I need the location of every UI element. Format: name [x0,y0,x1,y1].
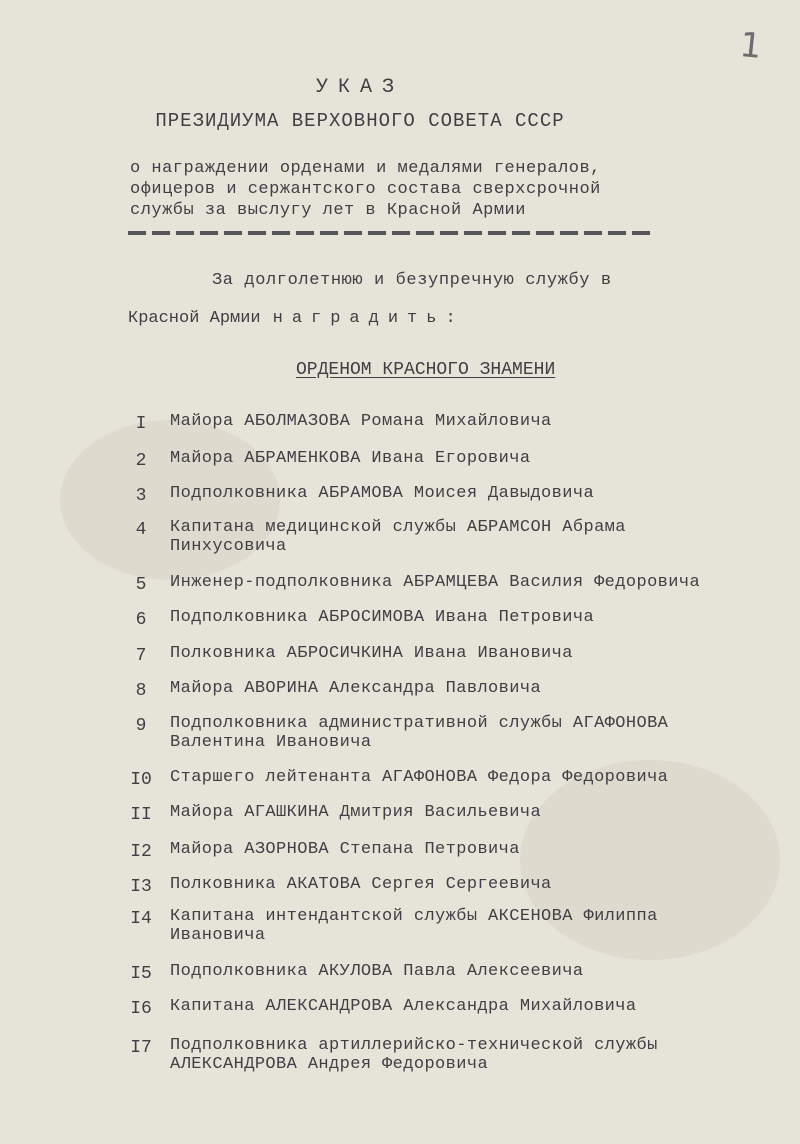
intro-line: За долголетнюю и безупречную службу в [212,271,612,290]
order-heading: ОРДЕНОМ КРАСНОГО ЗНАМЕНИ [296,360,556,380]
awardee-text [170,644,770,663]
subtitle-line: офицеров и сержантского состава сверхсрочной [130,180,601,199]
awardee-line: Ивановича [170,926,266,945]
awardee-number: I4 [130,909,152,929]
awardee-line: Валентина Ивановича [170,733,372,752]
awardee-line: Подполковника АБРОСИМОВА Ивана Петровича [170,608,595,627]
awardee-line: Пинхусовича [170,537,287,556]
awardee-text [170,484,770,503]
awardee-line: Старшего лейтенанта АГАФОНОВА Федора Федоровича [170,768,669,787]
awardee-line: Майора АВОРИНА Александра Павловича [170,679,542,698]
awardee-number: I [135,414,147,434]
awardee-line: Майора АЗОРНОВА Степана Петровича [170,840,520,859]
awardee-number: I7 [130,1038,152,1058]
awardee-number: 4 [135,520,147,540]
awardee-number: I0 [130,770,152,790]
document-title: УКАЗ [315,76,404,99]
awardee-text [170,1036,770,1074]
awardee-number: 8 [135,681,147,701]
document-issuer: ПРЕЗИДИУМА ВЕРХОВНОГО СОВЕТА СССР [155,110,565,132]
awardee-number: I6 [130,999,152,1019]
awardee-line: Капитана интендантской службы АКСЕНОВА Филиппа [170,907,658,926]
subtitle-line: о награждении орденами и медалями генералов, [130,159,601,178]
awardee-text [170,518,770,556]
intro-prefix: Красной Армии [128,309,261,328]
awardee-text [170,997,770,1016]
awardee-line: Майора АБОЛМАЗОВА Романа Михайловича [170,412,552,431]
page-number: 1 [737,24,764,68]
awardee-text [170,768,770,787]
awardee-number: 6 [135,610,147,630]
awardee-text [170,875,770,894]
awardee-text [170,840,770,859]
awardee-number: 9 [135,716,147,736]
awardee-text [170,449,770,468]
awardee-text [170,679,770,698]
awardee-line: Полковника АБРОСИЧКИНА Ивана Ивановича [170,644,573,663]
awardee-line: Полковника АКАТОВА Сергея Сергеевича [170,875,552,894]
awardee-number: I5 [130,964,152,984]
awardee-number: 7 [135,646,147,666]
awardee-text [170,907,770,945]
awardee-number: I2 [130,842,152,862]
awardee-text [170,608,770,627]
awardee-text [170,803,770,822]
awardee-line: Подполковника административной службы АГАФОНОВА [170,714,669,733]
awardee-line: Майора АБРАМЕНКОВА Ивана Егоровича [170,449,531,468]
awardee-number: I3 [130,877,152,897]
awardee-number: II [130,805,152,825]
awardee-line: Капитана медицинской службы АБРАМСОН Абрама [170,518,626,537]
awardee-line: Капитана АЛЕКСАНДРОВА Александра Михайловича [170,997,637,1016]
awardee-line: АЛЕКСАНДРОВА Андрея Федоровича [170,1055,489,1074]
awardee-number: 3 [135,486,147,506]
subtitle-line: службы за выслугу лет в Красной Армии [130,201,526,220]
awardee-line: Подполковника АБРАМОВА Моисея Давыдовича [170,484,595,503]
awardee-line: Подполковника артиллерийско-технической службы [170,1036,658,1055]
awardee-number: 5 [135,575,147,595]
awardee-line: Майора АГАШКИНА Дмитрия Васильевича [170,803,542,822]
awardee-text [170,573,770,592]
awardee-text [170,412,770,431]
awardee-line: Подполковника АКУЛОВА Павла Алексеевича [170,962,584,981]
intro-action: наградить: [272,309,465,328]
awardee-text [170,962,770,981]
awardee-number: 2 [135,451,147,471]
awardee-text [170,714,770,752]
awardee-line: Инженер-подполковника АБРАМЦЕВА Василия Федоровича [170,573,701,592]
